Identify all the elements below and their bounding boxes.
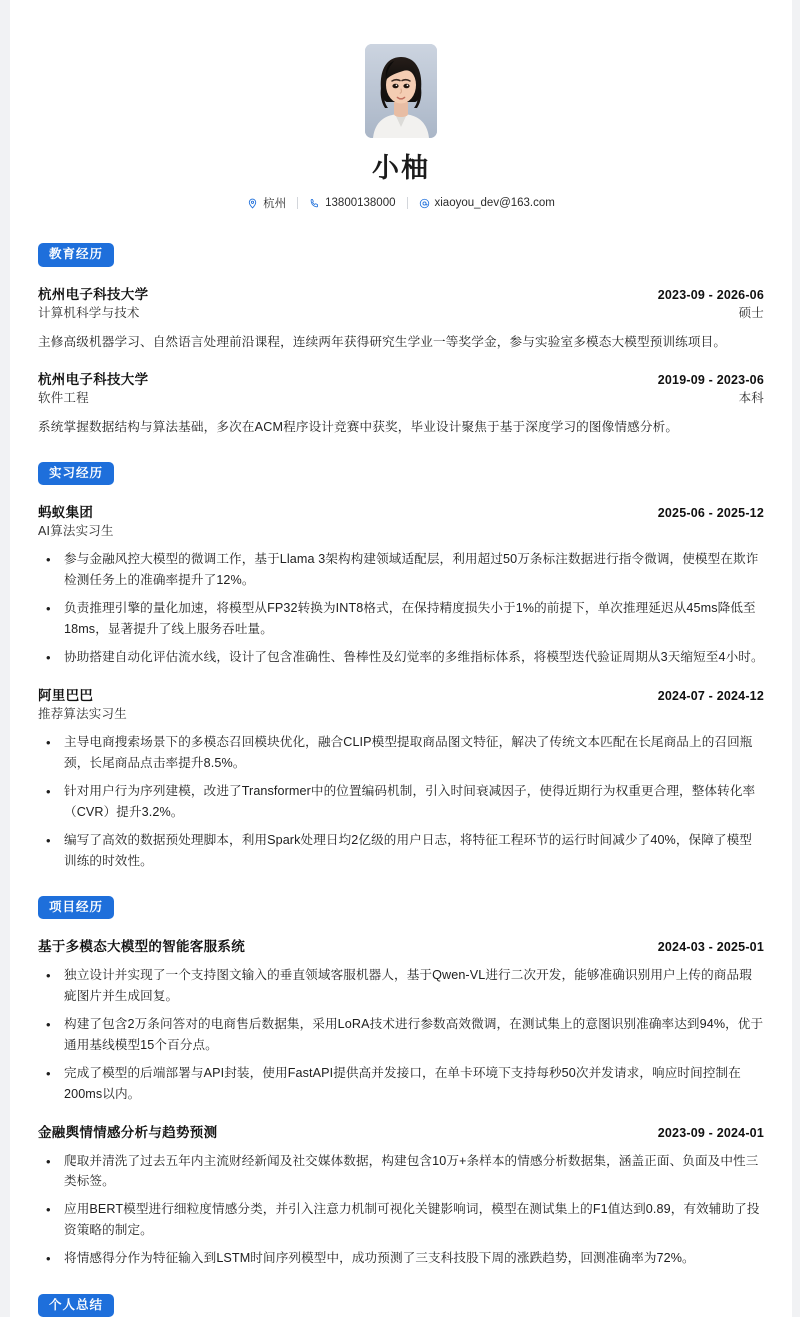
entry-title: 金融舆情情感分析与趋势预测 [38,1124,218,1140]
bullet-text: 协助搭建自动化评估流水线，设计了包含准确性、鲁棒性及幻觉率的多维指标体系，将模型迭代验证周期从3天缩短至4小时。 [64,649,764,664]
contact-email-value: xiaoyou_dev@163.com [434,197,555,210]
bullet-dot-icon: • [46,735,51,751]
list-item [38,1248,764,1270]
entry-title-row [38,501,764,521]
entry-meta: 硕士 [738,305,764,320]
phone-icon [309,198,320,209]
contact-location-value: 杭州 [263,198,287,211]
entry-date: 2019-09 - 2023-06 [657,373,764,388]
list-item [38,1151,764,1193]
entry-title: 杭州电子科技大学 [38,372,149,388]
resume-header [38,44,764,217]
avatar [365,44,437,138]
resume-entry [38,935,764,1104]
location-pin-icon [247,198,258,209]
bullet-text: 完成了模型的后端部署与API封装，使用FastAPI提供高并发接口，在单卡环境下支持每秒50次并发请求，响应时间控制在200ms以内。 [64,1065,741,1101]
bullet-dot-icon: • [46,1016,51,1032]
entry-title-row [38,935,764,955]
list-item [38,1014,764,1056]
list-item [38,732,764,774]
list-item [38,598,764,640]
entry-subtitle: 软件工程 [38,391,89,406]
bullet-text: 参与金融风控大模型的微调工作，基于Llama 3架构构建领域适配层，利用超过50万条标注数据进行指令微调，使模型在欺诈检测任务上的准确率提升了12%。 [64,552,759,588]
bullet-dot-icon: • [46,649,51,665]
list-item [38,965,764,1007]
entry-meta: 本科 [738,391,764,406]
bullet-dot-icon: • [46,968,51,984]
contact-email [408,197,566,209]
resume-entry [38,368,764,437]
bullet-dot-icon: • [46,784,51,800]
entry-subtitle-row [38,704,764,722]
bullet-text: 编写了高效的数据预处理脚本，利用Spark处理日均2亿级的用户日志，将特征工程环节的运行时间减少了40%，保障了模型训练的时效性。 [64,832,753,868]
email-icon [419,198,430,209]
entry-description: 系统掌握数据结构与算法基础，多次在ACM程序设计竞赛中获奖，毕业设计聚焦于基于深度学习的图像情感分析。 [38,420,679,435]
list-item [38,781,764,823]
entry-date: 2023-09 - 2026-06 [657,287,764,302]
bullet-text: 主导电商搜索场景下的多模态召回模块优化，融合CLIP模型提取商品图文特征，解决了传统文本匹配在长尾商品上的召回瓶颈，长尾商品点击率提升8.5%。 [64,735,753,771]
entry-subtitle: 推荐算法实习生 [38,707,127,722]
contact-row [38,195,764,211]
bullet-text: 针对用户行为序列建模，改进了Transformer中的位置编码机制，引入时间衰减因子，使得近期行为权重更合理，整体转化率（CVR）提升3.2%。 [64,784,756,819]
bullet-text: 构建了包含2万条问答对的电商售后数据集，采用LoRA技术进行参数高效微调，在测试集上的意图识别准确率达到94%，优于通用基线模型15个百分点。 [64,1016,764,1052]
bullet-dot-icon: • [46,600,51,616]
bullet-dot-icon: • [46,1202,51,1218]
entry-subtitle: 计算机科学与技术 [38,305,140,320]
profile-photo-icon [365,44,437,138]
resume-section [38,243,764,437]
list-item [38,647,764,669]
entry-title-row [38,283,764,303]
section-badge: 项目经历 [38,896,114,920]
entry-subtitle: AI算法实习生 [38,524,114,539]
resume-entry [38,684,764,871]
entry-bullet-list [38,732,764,871]
entry-date: 2025-06 - 2025-12 [657,506,764,521]
bullet-text: 应用BERT模型进行细粒度情感分类，并引入注意力机制可视化关键影响词，模型在测试集上的F1值达到0.89，有效辅助了投资策略的制定。 [64,1202,760,1238]
resume-section [38,896,764,1270]
entry-bullet-list [38,965,764,1104]
entry-subtitle-row [38,388,764,406]
contact-phone [298,197,406,209]
bullet-dot-icon: • [46,1251,51,1267]
resume-entry [38,283,764,352]
list-item [38,549,764,591]
list-item [38,1063,764,1105]
entry-description: 主修高级机器学习、自然语言处理前沿课程，连续两年获得研究生学业一等奖学金，参与实验室多模态大模型预训练项目。 [38,334,727,349]
section-badge: 教育经历 [38,243,114,267]
entry-title: 蚂蚁集团 [38,505,94,521]
entry-title: 阿里巴巴 [38,688,94,704]
entry-bullet-list [38,549,764,668]
bullet-dot-icon: • [46,1065,51,1081]
resume-section [38,1294,764,1317]
section-badge: 个人总结 [38,1294,114,1317]
entry-title-row [38,684,764,704]
entry-title-row [38,1121,764,1141]
bullet-dot-icon: • [46,832,51,848]
entry-title: 杭州电子科技大学 [38,286,149,302]
resume-entry [38,501,764,668]
list-item [38,1199,764,1241]
entry-title-row [38,368,764,388]
bullet-text: 爬取并清洗了过去五年内主流财经新闻及社交媒体数据，构建包含10万+条样本的情感分析数据集，涵盖正面、负面及中性三类标签。 [64,1153,759,1189]
bullet-text: 负责推理引擎的量化加速，将模型从FP32转换为INT8格式，在保持精度损失小于1%的前提下，单次推理延迟从45ms降低至18ms，显著提升了线上服务吞吐量。 [64,600,756,636]
entry-bullet-list [38,1151,764,1270]
bullet-dot-icon: • [46,1153,51,1169]
entry-date: 2024-07 - 2024-12 [657,689,764,704]
contact-location [236,195,297,211]
entry-subtitle-row [38,303,764,321]
page-title: 小柚 [372,153,430,183]
bullet-dot-icon: • [46,552,51,568]
bullet-text: 独立设计并实现了一个支持图文输入的垂直领域客服机器人，基于Qwen-VL进行二次开发，能够准确识别用户上传的商品瑕疵图片并生成回复。 [64,968,752,1004]
entry-subtitle-row [38,521,764,539]
contact-phone-value: 13800138000 [325,197,396,210]
list-item [38,830,764,872]
section-badge: 实习经历 [38,462,114,486]
resume-sections [38,243,764,1317]
bullet-text: 将情感得分作为特征输入到LSTM时间序列模型中，成功预测了三支科技股下周的涨跌趋势，回测准确率为72%。 [64,1251,695,1266]
entry-date: 2024-03 - 2025-01 [657,940,764,955]
entry-date: 2023-09 - 2024-01 [657,1125,764,1140]
resume-entry [38,1121,764,1270]
resume-section [38,462,764,872]
resume-page [10,0,792,1317]
entry-title: 基于多模态大模型的智能客服系统 [38,939,245,955]
